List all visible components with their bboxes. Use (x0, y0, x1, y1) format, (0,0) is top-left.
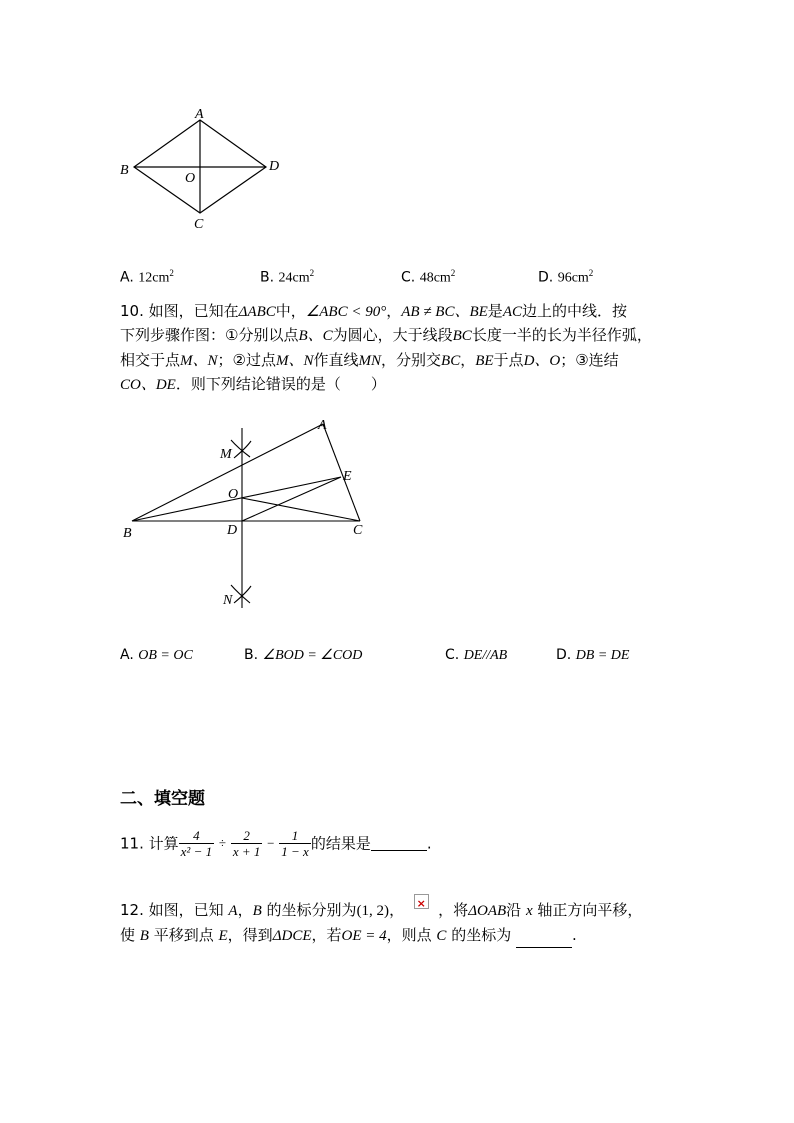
q10-line-2: 下列步骤作图：①分别以点B、C为圆心，大于线段BC长度一半的长为半径作弧， (120, 326, 652, 344)
q10-option-d: D. DB = DE (556, 647, 630, 663)
label-n: N (223, 593, 233, 608)
triangle-figure (110, 410, 380, 615)
label-m: M (220, 447, 232, 462)
label-c: C (353, 523, 363, 538)
q11-fraction-2: $\frac{2}{x + 1}$ (232, 828, 261, 859)
label-o: O (185, 171, 196, 186)
label-o: O (228, 487, 239, 502)
rhombus-figure (110, 100, 290, 235)
segment-ac (323, 424, 360, 521)
q9-option-b: B. $24cm^2$ (260, 268, 315, 286)
label-a: A (195, 107, 204, 122)
label-b: B (120, 163, 129, 178)
q12-line-1: 12. 如图，已知 A，B 的坐标分别为(1, 2)， × ，将ΔOAB沿 x 轴正方向平移， (120, 898, 642, 923)
q10-line-4: CO、DE．则下列结论错误的是（ ） (120, 375, 386, 393)
label-b: B (123, 526, 132, 541)
arc-m-1 (231, 440, 250, 457)
q9-option-c: C. $48cm^2$ (401, 268, 456, 286)
q11: 11. 计算 $\frac{4}{\text{x² − 1}}$ ÷ $\frac{2}{x + 1}$ − $\frac{1}{1 - x}$ 的结果是 . (120, 828, 432, 859)
label-d: D (227, 523, 238, 538)
q9-option-d: D. $96cm^2$ (538, 268, 594, 286)
label-c: C (194, 217, 204, 232)
section-title: 二、填空题 (120, 789, 205, 809)
label-e: E (343, 469, 352, 484)
q11-fraction-1: $\frac{4}{\text{x² − 1}}$ (180, 828, 213, 859)
segment-ba (132, 424, 323, 521)
q12-line-2: 使 B 平移到点 E，得到ΔDCE，若OE = 4，则点 C 的坐标为 . (120, 923, 577, 948)
q11-fraction-3: $\frac{1}{1 - x}$ (281, 828, 309, 859)
answer-blank[interactable] (516, 931, 572, 948)
q10-option-b: B. ∠BOD = ∠COD (244, 647, 363, 663)
q10-line-1: 10. 如图，已知在ΔABC中，∠ABC < 90°，AB ≠ BC、BE是AC边上的中线．按 (120, 302, 627, 320)
answer-blank[interactable] (371, 836, 427, 851)
label-d: D (269, 159, 280, 174)
label-a: A (318, 418, 327, 433)
q10-line-3: 相交于点M、N；②过点M、N作直线MN，分别交BC，BE于点D、O；③连结 (120, 351, 619, 369)
broken-image-icon: × (414, 894, 429, 909)
arc-n-1 (231, 585, 250, 603)
q10-option-a: A. OB = OC (120, 647, 193, 663)
q10-option-c: C. DE//AB (445, 647, 508, 663)
segment-oc (242, 498, 360, 521)
q9-option-a: A. $12cm^2$ (120, 268, 174, 286)
